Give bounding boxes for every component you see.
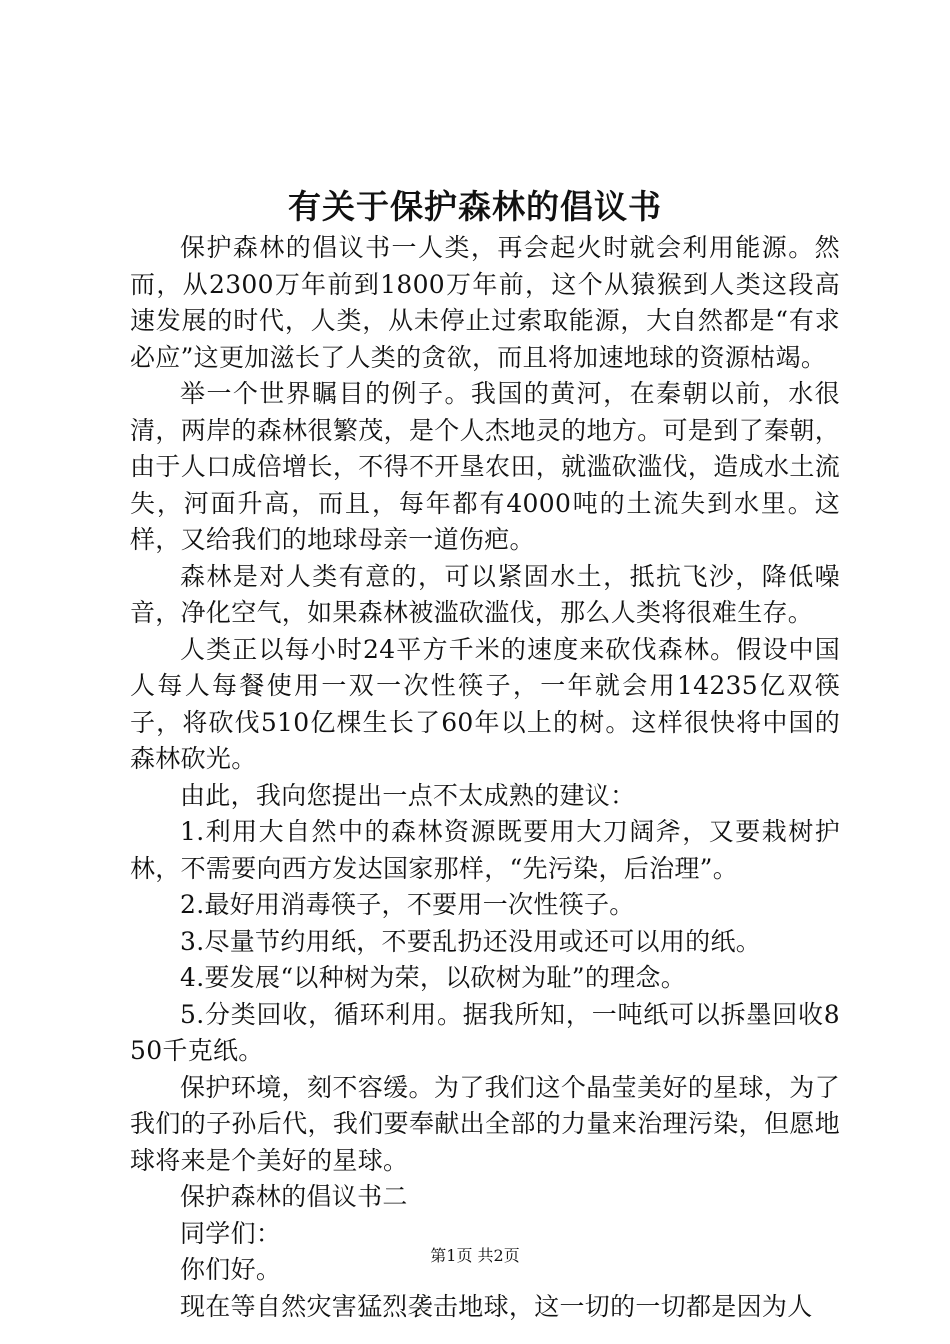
- document-body: [130, 230, 840, 1325]
- paragraph: 人类正以每小时24平方千米的速度来砍伐森林。假设中国人每人每餐使用一双一次性筷子，一年就会用14235亿双筷子，将砍伐510亿棵生长了60年以上的树。这样很快将中国的森林砍光。: [130, 634, 840, 773]
- paragraph: 2.最好用消毒筷子，不要用一次性筷子。: [180, 890, 635, 919]
- paragraph: 1.利用大自然中的森林资源既要用大刀阔斧，又要栽树护林，不需要向西方发达国家那样，“先污染，后治理”。: [130, 817, 840, 883]
- paragraph: 5.分类回收，循环利用。据我所知，一吨纸可以拆墨回收850千克纸。: [130, 999, 840, 1065]
- paragraph: 现在等自然灾害猛烈袭击地球，这一切的一切都是因为人: [180, 1291, 813, 1321]
- paragraph: 保护森林的倡议书二: [180, 1182, 408, 1211]
- paragraph: 4.要发展“以种树为荣，以砍树为耻”的理念。: [180, 963, 687, 992]
- paragraph: 森林是对人类有意的，可以紧固水土，抵抗飞沙，降低噪音，净化空气，如果森林被滥砍滥伐，那么人类将很难生存。: [130, 561, 840, 627]
- paragraph: 举一个世界瞩目的例子。我国的黄河，在秦朝以前，水很清，两岸的森林很繁茂，是个人杰地灵的地方。可是到了秦朝，由于人口成倍增长，不得不开垦农田，就滥砍滥伐，造成水土流失，河面升高，而且，每年都有4000吨的土流失到水里。这样，又给我们的地球母亲一道伤疤。: [130, 379, 840, 554]
- paragraph: 同学们：: [180, 1218, 282, 1248]
- paragraph: 由此，我向您提出一点不太成熟的建议：: [180, 780, 636, 810]
- paragraph: 保护环境，刻不容缓。为了我们这个晶莹美好的星球，为了我们的子孙后代，我们要奉献出全部的力量来治理污染，但愿地球将来是个美好的星球。: [130, 1072, 840, 1175]
- page-footer: 第1页 共2页: [430, 1246, 520, 1265]
- document-title: 有关于保护森林的倡议书: [288, 187, 662, 226]
- paragraph: 保护森林的倡议书一人类，再会起火时就会利用能源。然而，从2300万年前到1800万年前，这个从猿猴到人类这段高速发展的时代，人类，从未停止过索取能源，大自然都是“有求必应”这更加滋长了人类的贪欲，而且将加速地球的资源枯竭。: [130, 233, 840, 372]
- paragraph: 你们好。: [180, 1255, 282, 1284]
- paragraph: 3.尽量节约用纸，不要乱扔还没用或还可以用的纸。: [180, 926, 762, 956]
